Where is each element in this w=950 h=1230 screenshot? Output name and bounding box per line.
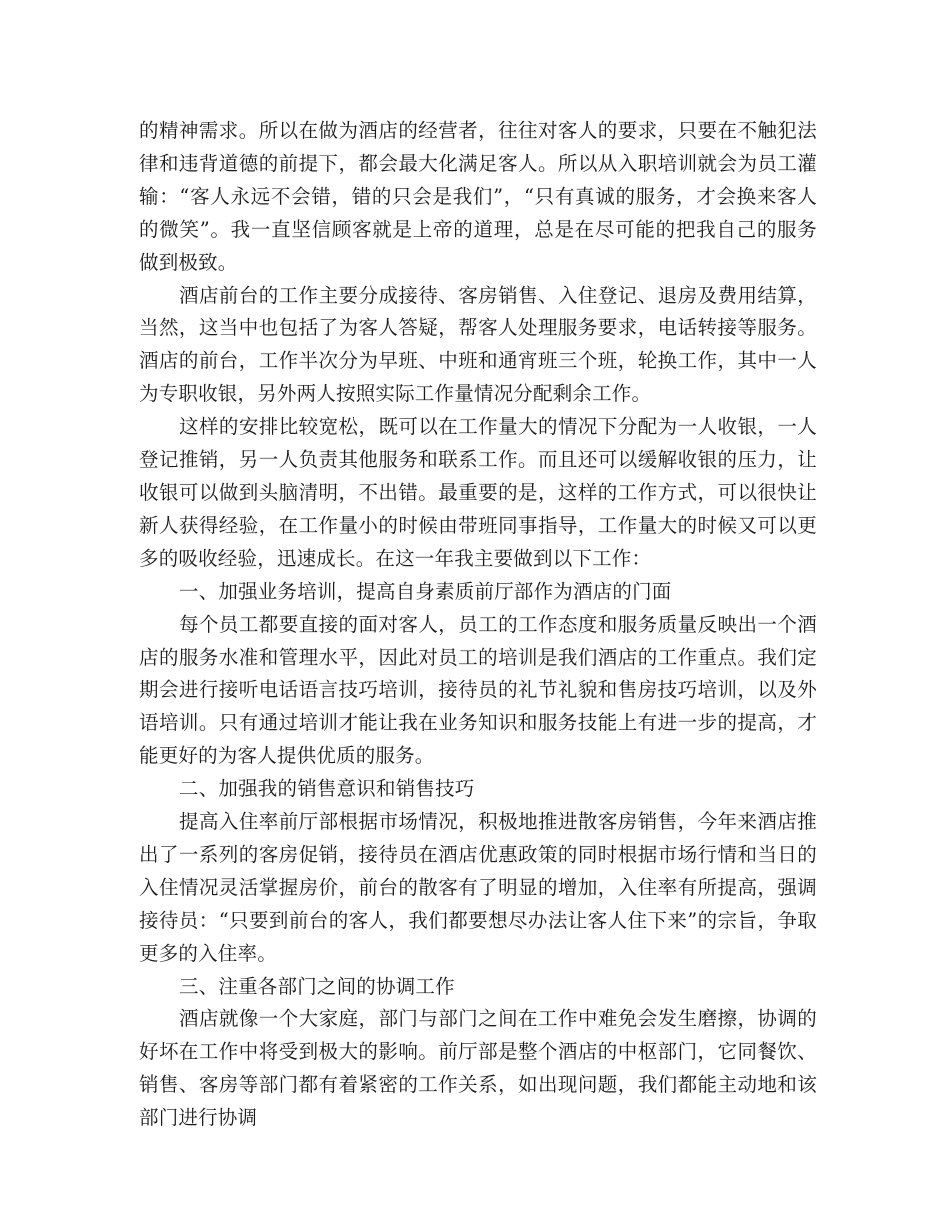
document-body	[139, 115, 817, 1135]
section-heading-coordination: 三、注重各部门之间的协调工作	[179, 974, 455, 998]
paragraph-continuation: 的精神需求。所以在做为酒店的经营者，往往对客人的要求，只要在不触犯法律和违背道德的前提下，都会最大化满足客人。所以从入职培训就会为员工灌输：“客人永远不会错，错的只会是我们”，“只有真诚的服务，才会换来客人的微笑”。我一直坚信顾客就是上帝的道理，总是在尽可能的把我自己的服务做到极致。	[139, 119, 817, 274]
paragraph-coordination: 酒店就像一个大家庭，部门与部门之间在工作中难免会发生磨擦，协调的好坏在工作中将受到极大的影响。前厅部是整个酒店的中枢部门，它同餐饮、销售、客房等部门都有着紧密的工作关系，如出现问题，我们都能主动地和该部门进行协调	[139, 1007, 817, 1130]
paragraph-front-desk-duties: 酒店前台的工作主要分成接待、客房销售、入住登记、退房及费用结算，当然，这当中也包括了为客人答疑，帮客人处理服务要求，电话转接等服务。酒店的前台，工作半次分为早班、中班和通宵班三个班，轮换工作，其中一人为专职收银，另外两人按照实际工作量情况分配剩余工作。	[139, 283, 817, 406]
section-heading-sales: 二、加强我的销售意识和销售技巧	[179, 777, 475, 801]
paragraph-training: 每个员工都要直接的面对客人，员工的工作态度和服务质量反映出一个酒店的服务水准和管理水平，因此对员工的培训是我们酒店的工作重点。我们定期会进行接听电话语言技巧培训，接待员的礼节礼貌和售房技巧培训，以及外语培训。只有通过培训才能让我在业务知识和服务技能上有进一步的提高，才能更好的为客人提供优质的服务。	[139, 612, 817, 768]
paragraph-sales: 提高入住率前厅部根据市场情况，积极地推进散客房销售，今年来酒店推出了一系列的客房促销，接待员在酒店优惠政策的同时根据市场行情和当日的入住情况灵活掌握房价，前台的散客有了明显的增加，入住率有所提高，强调接待员：“只要到前台的客人，我们都要想尽办法让客人住下来”的宗旨，争取更多的入住率。	[139, 810, 817, 965]
section-heading-training: 一、加强业务培训，提高自身素质前厅部作为酒店的门面	[179, 579, 672, 603]
paragraph-shift-arrangement: 这样的安排比较宽松，既可以在工作量大的情况下分配为一人收银，一人登记推销，另一人负责其他服务和联系工作。而且还可以缓解收银的压力，让收银可以做到头脑清明，不出错。最重要的是，这样的工作方式，可以很快让新人获得经验，在工作量小的时候由带班同事指导，工作量大的时候又可以更多的吸收经验，迅速成长。在这一年我主要做到以下工作：	[139, 415, 817, 570]
